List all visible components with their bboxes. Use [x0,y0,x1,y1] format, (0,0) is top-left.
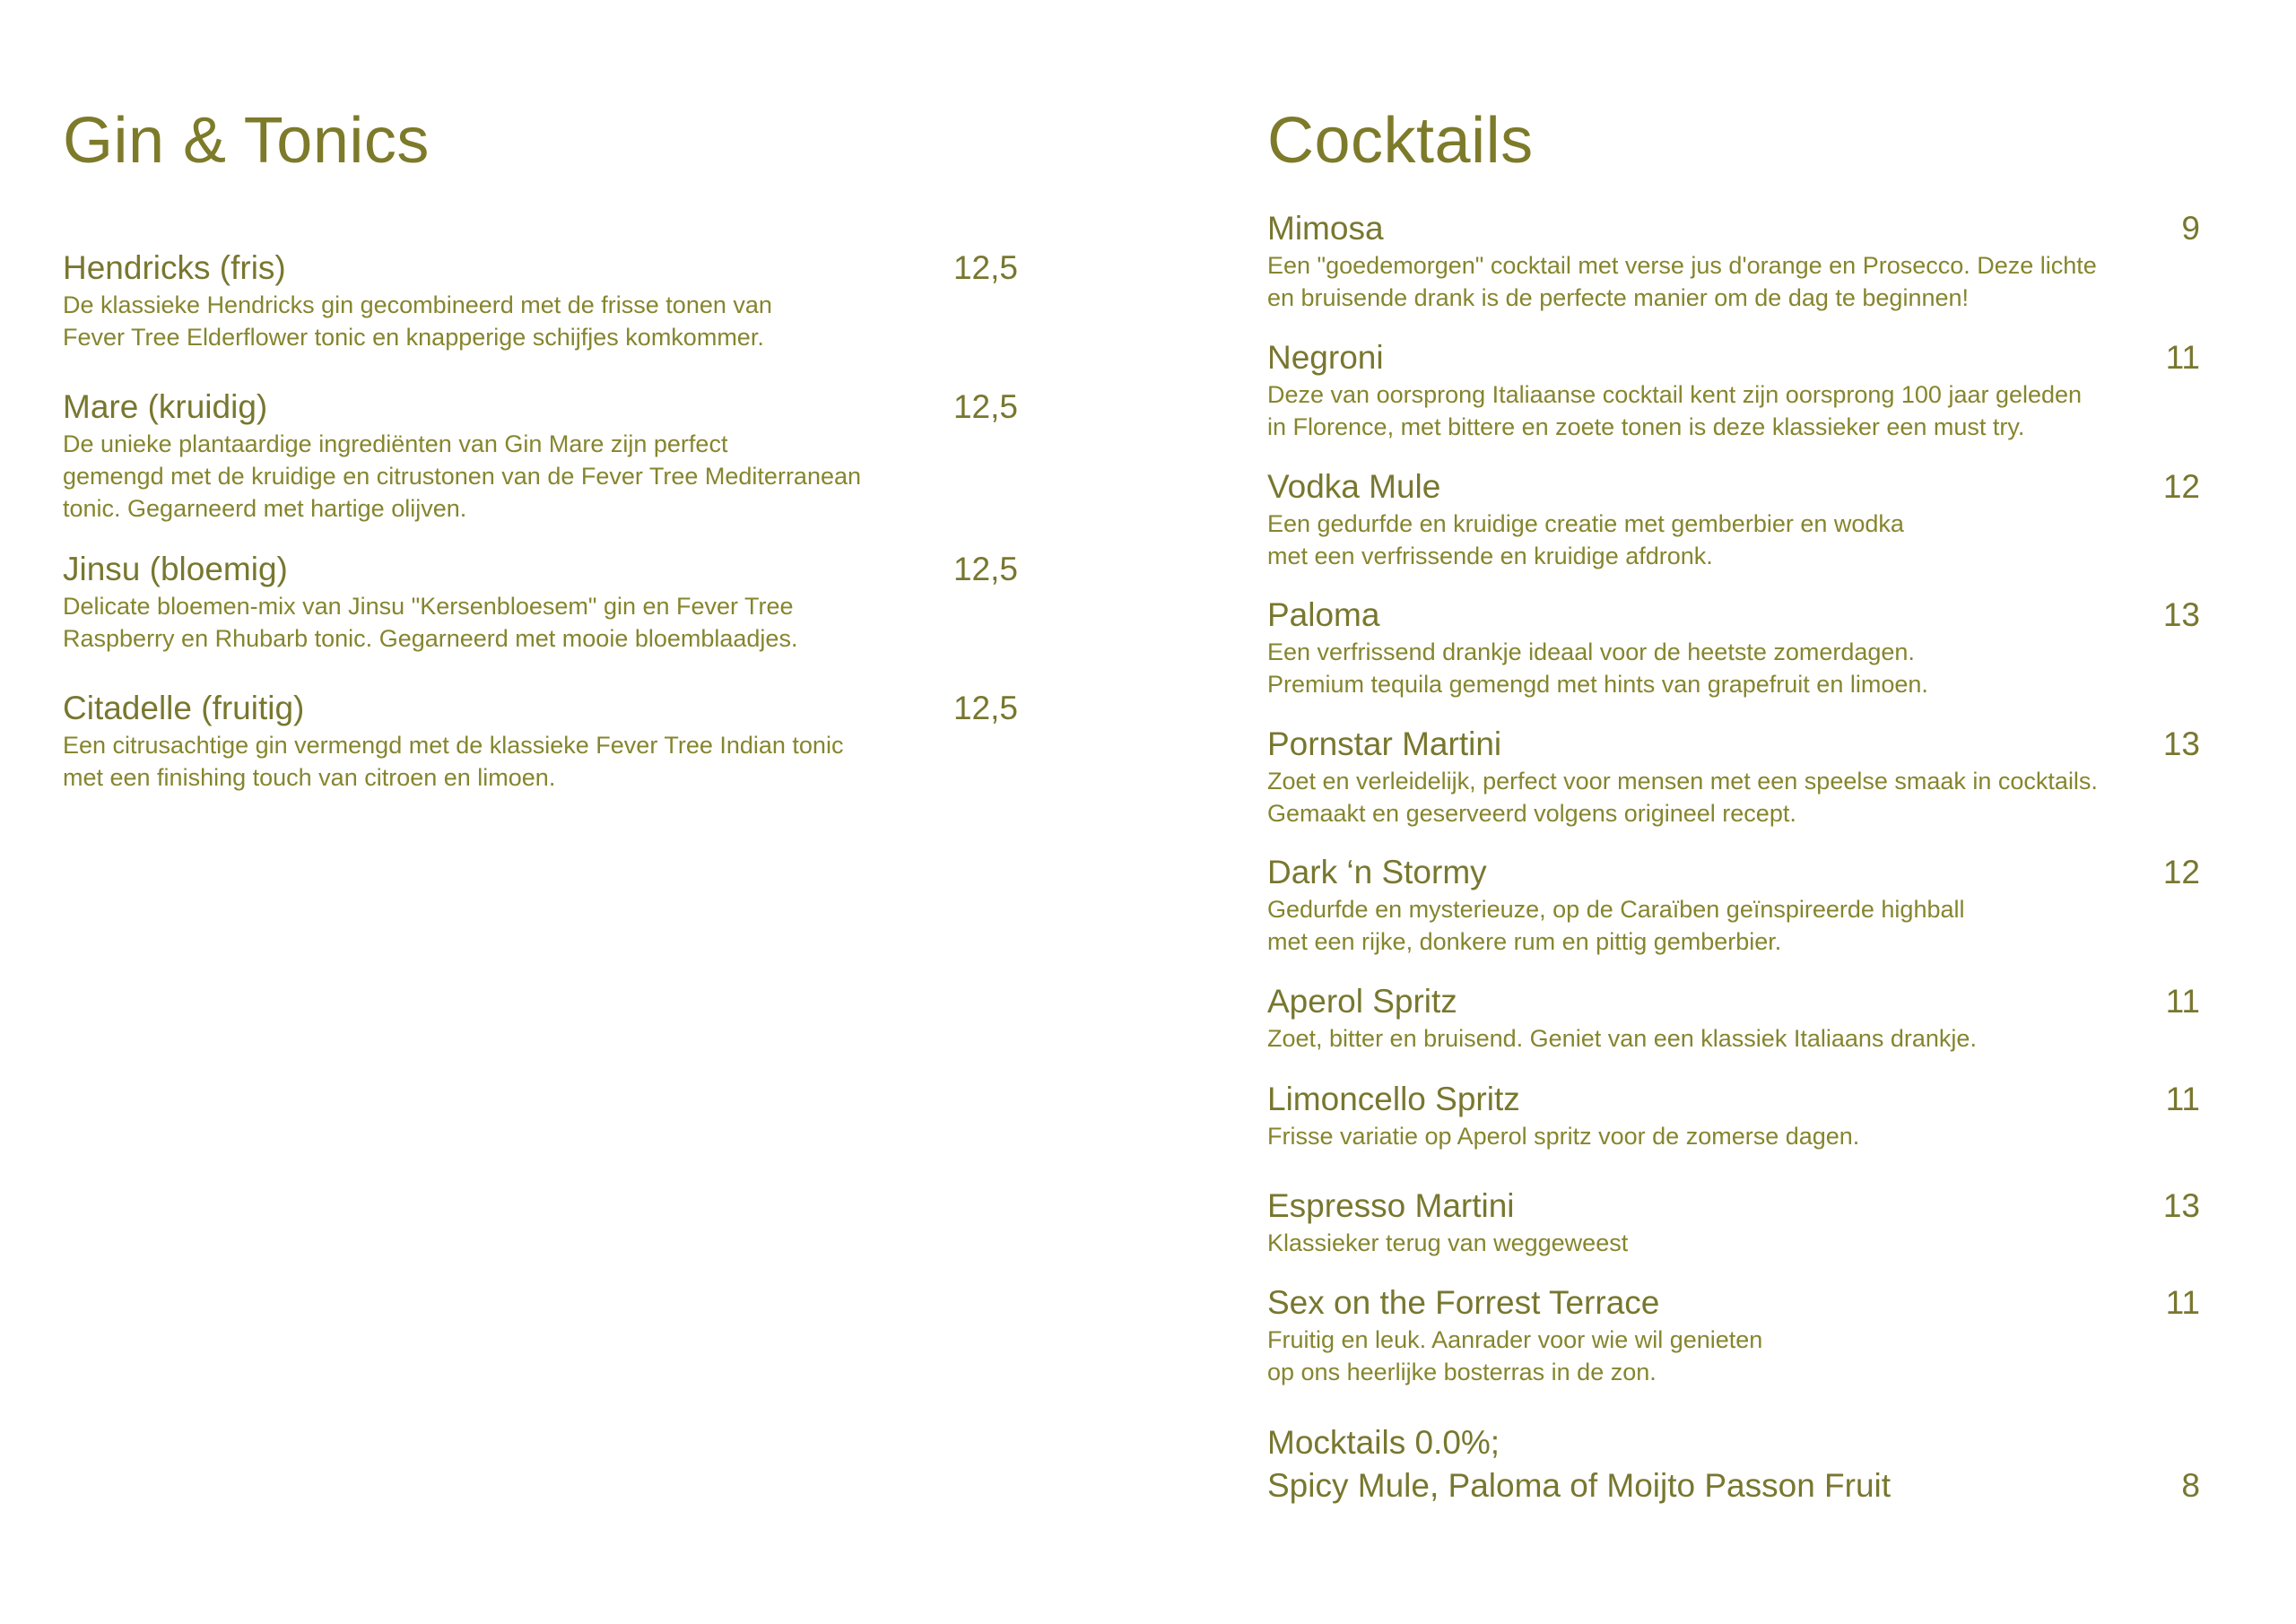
item-price: 12,5 [952,388,1018,425]
menu-item-jinsu [63,549,1018,655]
item-description: Een gedurfde en kruidige creatie met gemberbier en wodka met een verfrissende en kruidige afdronk. [1267,510,1904,569]
item-description: Fruitig en leuk. Aanrader voor wie wil genieten op ons heerlijke bosterras in de zon. [1267,1326,1763,1385]
item-price: 13 [2162,596,2200,633]
menu-item-mare [63,386,1018,525]
item-price: 11 [2165,1081,2200,1117]
menu-item-espresso-martini [1267,1185,2236,1259]
menu-item-citadelle [63,688,1018,794]
menu-item-vodka-mule [1267,466,2236,572]
menu-item-limoncello-spritz [1267,1079,2236,1152]
item-name: Mare (kruidig) [63,388,268,425]
item-name: Espresso Martini [1267,1187,1515,1224]
mocktails-price: 8 [2181,1467,2200,1504]
item-price: 9 [2181,210,2200,247]
mocktails-list: Spicy Mule, Paloma of Moijto Passon Fruit [1267,1467,1892,1504]
item-price: 13 [2162,1187,2200,1224]
item-description: Gedurfde en mysterieuze, op de Caraïben geïnspireerde highball met een rijke, donkere rum en pittig gemberbier. [1267,896,1965,955]
item-name: Aperol Spritz [1267,983,1457,1020]
item-price: 11 [2165,983,2200,1020]
item-price: 12 [2162,854,2200,890]
menu-item-hendricks [63,248,1018,353]
item-name: Citadelle (fruitig) [63,690,305,726]
item-description: De unieke plantaardige ingrediënten van Gin Mare zijn perfect gemengd met de kruidige en citrustonen van de Fever Tree Mediterranean tonic. Gegarneerd met hartige olijven. [63,430,862,522]
item-description: Een verfrissend drankje ideaal voor de heetste zomerdagen. Premium tequila gemengd met hints van grapefruit en limoen. [1267,638,1928,698]
item-price: 12,5 [952,249,1018,286]
menu-item-dark-n-stormy [1267,852,2236,958]
menu-item-mimosa [1267,208,2236,314]
item-name: Limoncello Spritz [1267,1081,1520,1117]
menu-item-pornstar-martini [1267,724,2236,829]
menu-item-sex-on-the-forrest-terrace [1267,1282,2236,1388]
item-price: 11 [2165,339,2200,376]
item-description: Een "goedemorgen" cocktail met verse jus d'orange en Prosecco. Deze lichte en bruisende drank is de perfecte manier om de dag te beginnen! [1267,252,2097,311]
item-name: Dark ‘n Stormy [1267,854,1487,890]
item-description: De klassieke Hendricks gin gecombineerd met de frisse tonen van Fever Tree Elderflower tonic en knapperige schijfjes komkommer. [63,291,772,351]
item-description: Zoet en verleidelijk, perfect voor mensen met een speelse smaak in cocktails. Gemaakt en geserveerd volgens origineel recept. [1267,768,2098,827]
item-name: Vodka Mule [1267,468,1441,505]
item-name: Pornstar Martini [1267,725,1502,762]
menu-item-negroni [1267,337,2236,443]
item-name: Sex on the Forrest Terrace [1267,1284,1660,1321]
mocktails-title: Mocktails 0.0%; [1267,1424,1500,1461]
item-price: 12 [2162,468,2200,505]
item-description: Frisse variatie op Aperol spritz voor de zomerse dagen. [1267,1123,1860,1150]
gin-tonics-title: Gin & Tonics [63,105,430,177]
item-price: 13 [2162,725,2200,762]
item-description: Een citrusachtige gin vermengd met de klassieke Fever Tree Indian tonic met een finishing touch van citroen en limoen. [63,732,844,791]
item-description: Klassieker terug van weggeweest [1267,1229,1629,1256]
item-name: Jinsu (bloemig) [63,551,288,587]
menu-item-paloma [1267,595,2236,700]
item-price: 12,5 [952,551,1018,587]
item-description: Deze van oorsprong Italiaanse cocktail kent zijn oorsprong 100 jaar geleden in Florence, met bittere en zoete tonen is deze klassieker een must try. [1267,381,2083,440]
item-description: Delicate bloemen-mix van Jinsu "Kersenbloesem" gin en Fever Tree Raspberry en Rhubarb tonic. Gegarneerd met mooie bloemblaadjes. [63,593,798,652]
mocktails-block [1267,1421,2236,1507]
item-name: Mimosa [1267,210,1384,247]
cocktails-title: Cocktails [1267,105,1534,177]
item-price: 12,5 [952,690,1018,726]
item-name: Paloma [1267,596,1380,633]
item-name: Negroni [1267,339,1384,376]
menu-item-aperol-spritz [1267,981,2236,1055]
item-price: 11 [2165,1284,2200,1321]
item-description: Zoet, bitter en bruisend. Geniet van een klassiek Italiaans drankje. [1267,1025,1977,1052]
item-name: Hendricks (fris) [63,249,286,286]
